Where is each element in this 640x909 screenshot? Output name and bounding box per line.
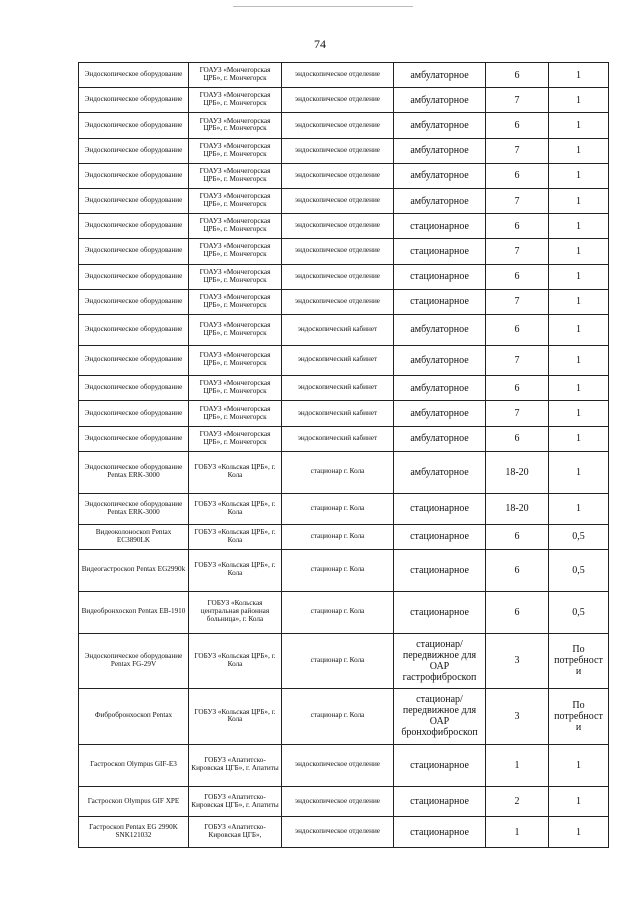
department-cell: эндоскопический кабинет xyxy=(282,401,394,426)
organization-cell: ГОБУЗ «Кольская ЦРБ», г. Кола xyxy=(189,451,282,493)
department-cell: эндоскопическое отделение xyxy=(282,817,394,848)
load-cell: 1 xyxy=(549,493,609,524)
equipment-cell: Гастроскоп Pentax EG 2990K SNK121032 xyxy=(79,817,189,848)
load-cell: 1 xyxy=(549,289,609,314)
table-row xyxy=(79,451,609,493)
count-cell: 7 xyxy=(486,88,549,113)
count-cell: 18-20 xyxy=(486,451,549,493)
department-cell: стационар г. Кола xyxy=(282,549,394,591)
department-cell: эндоскопическое отделение xyxy=(282,188,394,213)
mode-cell: стационар/ передвижное для ОАР бронхофиброскоп xyxy=(394,689,486,745)
mode-cell: амбулаторное xyxy=(394,138,486,163)
load-cell: 1 xyxy=(549,163,609,188)
organization-cell: ГОБУЗ «Кольская ЦРБ», г. Кола xyxy=(189,549,282,591)
organization-cell: ГОАУЗ «Мончегорская ЦРБ», г. Мончегорск xyxy=(189,289,282,314)
equipment-cell: Эндоскопическое оборудование xyxy=(79,239,189,264)
organization-cell: ГОАУЗ «Мончегорская ЦРБ», г. Мончегорск xyxy=(189,188,282,213)
count-cell: 6 xyxy=(486,549,549,591)
load-cell: По потребност и xyxy=(549,689,609,745)
organization-cell: ГОБУЗ «Кольская центральная районная больница», г. Кола xyxy=(189,591,282,633)
load-cell: 1 xyxy=(549,138,609,163)
equipment-cell: Эндоскопическое оборудование xyxy=(79,426,189,451)
load-cell: 1 xyxy=(549,63,609,88)
equipment-cell: Эндоскопическое оборудование xyxy=(79,138,189,163)
equipment-cell: Гастроскоп Olympus GIF-E3 xyxy=(79,744,189,786)
count-cell: 7 xyxy=(486,188,549,213)
organization-cell: ГОАУЗ «Мончегорская ЦРБ», г. Мончегорск xyxy=(189,345,282,376)
table-row xyxy=(79,138,609,163)
department-cell: эндоскопическое отделение xyxy=(282,289,394,314)
organization-cell: ГОБУЗ «Апатитско-Кировская ЦГБ», xyxy=(189,817,282,848)
department-cell: стационар г. Кола xyxy=(282,633,394,689)
count-cell: 7 xyxy=(486,345,549,376)
table-row xyxy=(79,239,609,264)
mode-cell: амбулаторное xyxy=(394,426,486,451)
load-cell: 1 xyxy=(549,744,609,786)
table-row xyxy=(79,633,609,689)
equipment-cell: Эндоскопическое оборудование xyxy=(79,289,189,314)
table-row xyxy=(79,549,609,591)
load-cell: 0,5 xyxy=(549,591,609,633)
organization-cell: ГОАУЗ «Мончегорская ЦРБ», г. Мончегорск xyxy=(189,376,282,401)
mode-cell: стационарное xyxy=(394,239,486,264)
organization-cell: ГОАУЗ «Мончегорская ЦРБ», г. Мончегорск xyxy=(189,113,282,138)
count-cell: 7 xyxy=(486,138,549,163)
equipment-cell: Фибробронхоскоп Pentax xyxy=(79,689,189,745)
equipment-cell: Гастроскоп Olympus GIF XPE xyxy=(79,786,189,817)
mode-cell: стационарное xyxy=(394,524,486,549)
count-cell: 6 xyxy=(486,314,549,345)
mode-cell: амбулаторное xyxy=(394,63,486,88)
load-cell: По потребност и xyxy=(549,633,609,689)
mode-cell: стационарное xyxy=(394,493,486,524)
page-number: 74 xyxy=(314,37,326,51)
department-cell: эндоскопическое отделение xyxy=(282,264,394,289)
table-row xyxy=(79,689,609,745)
load-cell: 1 xyxy=(549,113,609,138)
mode-cell: стационарное xyxy=(394,264,486,289)
load-cell: 1 xyxy=(549,88,609,113)
equipment-cell: Видеогастроскоп Pentax EG2990k xyxy=(79,549,189,591)
department-cell: эндоскопический кабинет xyxy=(282,345,394,376)
count-cell: 6 xyxy=(486,376,549,401)
equipment-cell: Эндоскопическое оборудование xyxy=(79,314,189,345)
department-cell: эндоскопическое отделение xyxy=(282,88,394,113)
mode-cell: амбулаторное xyxy=(394,163,486,188)
table-row xyxy=(79,376,609,401)
organization-cell: ГОБУЗ «Апатитско-Кировская ЦГБ», г. Апатиты xyxy=(189,786,282,817)
equipment-cell: Эндоскопическое оборудование xyxy=(79,188,189,213)
count-cell: 6 xyxy=(486,113,549,138)
table-body xyxy=(79,63,609,848)
table-row xyxy=(79,113,609,138)
load-cell: 1 xyxy=(549,426,609,451)
mode-cell: стационарное xyxy=(394,549,486,591)
mode-cell: амбулаторное xyxy=(394,188,486,213)
count-cell: 3 xyxy=(486,689,549,745)
equipment-cell: Видеоколоноскоп Pentax EC3890LK xyxy=(79,524,189,549)
load-cell: 1 xyxy=(549,786,609,817)
load-cell: 1 xyxy=(549,401,609,426)
count-cell: 7 xyxy=(486,401,549,426)
department-cell: эндоскопическое отделение xyxy=(282,239,394,264)
load-cell: 0,5 xyxy=(549,549,609,591)
count-cell: 6 xyxy=(486,524,549,549)
load-cell: 1 xyxy=(549,214,609,239)
organization-cell: ГОАУЗ «Мончегорская ЦРБ», г. Мончегорск xyxy=(189,88,282,113)
equipment-cell: Видеобронхоскоп Pentax EB-1910 xyxy=(79,591,189,633)
mode-cell: амбулаторное xyxy=(394,345,486,376)
equipment-cell: Эндоскопическое оборудование xyxy=(79,63,189,88)
load-cell: 1 xyxy=(549,345,609,376)
table-row xyxy=(79,591,609,633)
mode-cell: амбулаторное xyxy=(394,376,486,401)
count-cell: 1 xyxy=(486,817,549,848)
department-cell: эндоскопическое отделение xyxy=(282,163,394,188)
table-row xyxy=(79,401,609,426)
mode-cell: стационарное xyxy=(394,744,486,786)
organization-cell: ГОАУЗ «Мончегорская ЦРБ», г. Мончегорск xyxy=(189,63,282,88)
mode-cell: амбулаторное xyxy=(394,88,486,113)
mode-cell: амбулаторное xyxy=(394,401,486,426)
organization-cell: ГОАУЗ «Мончегорская ЦРБ», г. Мончегорск xyxy=(189,138,282,163)
count-cell: 3 xyxy=(486,633,549,689)
table-row xyxy=(79,786,609,817)
table-row xyxy=(79,345,609,376)
equipment-cell: Эндоскопическое оборудование xyxy=(79,214,189,239)
count-cell: 7 xyxy=(486,239,549,264)
load-cell: 0,5 xyxy=(549,524,609,549)
table-row xyxy=(79,63,609,88)
equipment-cell: Эндоскопическое оборудование Pentax ERK-3000 xyxy=(79,493,189,524)
count-cell: 18-20 xyxy=(486,493,549,524)
table-row xyxy=(79,493,609,524)
department-cell: эндоскопический кабинет xyxy=(282,314,394,345)
department-cell: стационар г. Кола xyxy=(282,493,394,524)
mode-cell: амбулаторное xyxy=(394,451,486,493)
organization-cell: ГОАУЗ «Мончегорская ЦРБ», г. Мончегорск xyxy=(189,426,282,451)
table-row xyxy=(79,163,609,188)
organization-cell: ГОБУЗ «Кольская ЦРБ», г. Кола xyxy=(189,689,282,745)
equipment-cell: Эндоскопическое оборудование Pentax FG-29V xyxy=(79,633,189,689)
table-row xyxy=(79,817,609,848)
load-cell: 1 xyxy=(549,239,609,264)
mode-cell: стационарное xyxy=(394,214,486,239)
organization-cell: ГОАУЗ «Мончегорская ЦРБ», г. Мончегорск xyxy=(189,314,282,345)
mode-cell: стационарное xyxy=(394,591,486,633)
equipment-cell: Эндоскопическое оборудование xyxy=(79,376,189,401)
table-row xyxy=(79,524,609,549)
organization-cell: ГОАУЗ «Мончегорская ЦРБ», г. Мончегорск xyxy=(189,163,282,188)
table-row xyxy=(79,188,609,213)
organization-cell: ГОАУЗ «Мончегорская ЦРБ», г. Мончегорск xyxy=(189,401,282,426)
load-cell: 1 xyxy=(549,314,609,345)
mode-cell: стационар/ передвижное для ОАР гастрофиброскоп xyxy=(394,633,486,689)
department-cell: стационар г. Кола xyxy=(282,591,394,633)
department-cell: эндоскопическое отделение xyxy=(282,138,394,163)
count-cell: 6 xyxy=(486,264,549,289)
department-cell: эндоскопическое отделение xyxy=(282,63,394,88)
equipment-cell: Эндоскопическое оборудование Pentax ERK-3000 xyxy=(79,451,189,493)
load-cell: 1 xyxy=(549,264,609,289)
count-cell: 6 xyxy=(486,163,549,188)
department-cell: стационар г. Кола xyxy=(282,689,394,745)
table-row xyxy=(79,264,609,289)
mode-cell: амбулаторное xyxy=(394,113,486,138)
count-cell: 1 xyxy=(486,744,549,786)
mode-cell: амбулаторное xyxy=(394,314,486,345)
top-rule xyxy=(233,6,413,7)
department-cell: эндоскопический кабинет xyxy=(282,376,394,401)
load-cell: 1 xyxy=(549,188,609,213)
equipment-table xyxy=(78,62,609,848)
department-cell: эндоскопическое отделение xyxy=(282,744,394,786)
equipment-cell: Эндоскопическое оборудование xyxy=(79,345,189,376)
organization-cell: ГОБУЗ «Апатитско-Кировская ЦГБ», г. Апатиты xyxy=(189,744,282,786)
department-cell: эндоскопический кабинет xyxy=(282,426,394,451)
organization-cell: ГОАУЗ «Мончегорская ЦРБ», г. Мончегорск xyxy=(189,239,282,264)
table-row xyxy=(79,426,609,451)
mode-cell: стационарное xyxy=(394,786,486,817)
equipment-cell: Эндоскопическое оборудование xyxy=(79,264,189,289)
load-cell: 1 xyxy=(549,451,609,493)
department-cell: стационар г. Кола xyxy=(282,451,394,493)
table-row xyxy=(79,214,609,239)
organization-cell: ГОАУЗ «Мончегорская ЦРБ», г. Мончегорск xyxy=(189,214,282,239)
equipment-cell: Эндоскопическое оборудование xyxy=(79,401,189,426)
load-cell: 1 xyxy=(549,817,609,848)
mode-cell: стационарное xyxy=(394,289,486,314)
organization-cell: ГОБУЗ «Кольская ЦРБ», г. Кола xyxy=(189,524,282,549)
count-cell: 7 xyxy=(486,289,549,314)
department-cell: эндоскопическое отделение xyxy=(282,214,394,239)
department-cell: стационар г. Кола xyxy=(282,524,394,549)
organization-cell: ГОБУЗ «Кольская ЦРБ», г. Кола xyxy=(189,633,282,689)
mode-cell: стационарное xyxy=(394,817,486,848)
equipment-cell: Эндоскопическое оборудование xyxy=(79,88,189,113)
count-cell: 6 xyxy=(486,214,549,239)
organization-cell: ГОАУЗ «Мончегорская ЦРБ», г. Мончегорск xyxy=(189,264,282,289)
table-row xyxy=(79,88,609,113)
count-cell: 6 xyxy=(486,63,549,88)
organization-cell: ГОБУЗ «Кольская ЦРБ», г. Кола xyxy=(189,493,282,524)
table-row xyxy=(79,314,609,345)
count-cell: 6 xyxy=(486,591,549,633)
equipment-cell: Эндоскопическое оборудование xyxy=(79,113,189,138)
load-cell: 1 xyxy=(549,376,609,401)
department-cell: эндоскопическое отделение xyxy=(282,786,394,817)
table-row xyxy=(79,289,609,314)
count-cell: 6 xyxy=(486,426,549,451)
equipment-cell: Эндоскопическое оборудование xyxy=(79,163,189,188)
count-cell: 2 xyxy=(486,786,549,817)
table-row xyxy=(79,744,609,786)
department-cell: эндоскопическое отделение xyxy=(282,113,394,138)
